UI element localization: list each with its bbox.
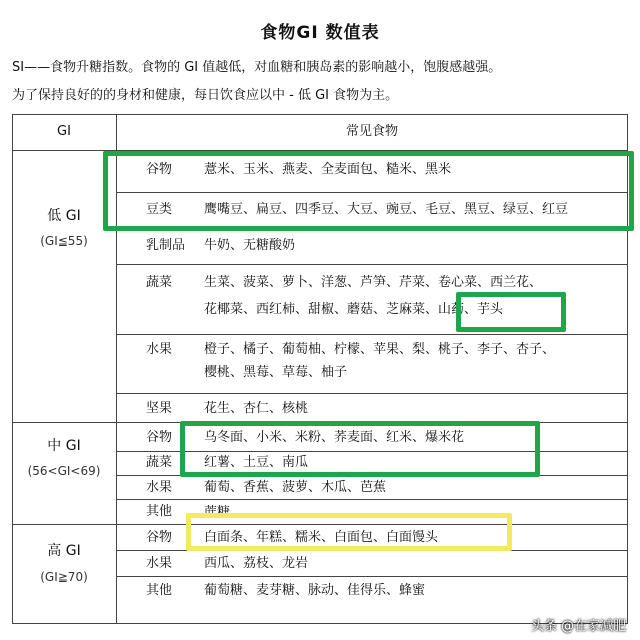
food-list: 红薯、土豆、南瓜 bbox=[204, 455, 309, 470]
category-label: 水果 bbox=[146, 342, 173, 357]
group-name-mid: 中 GI bbox=[47, 438, 81, 454]
category-label: 坚果 bbox=[146, 401, 173, 416]
food-list: 薏米、玉米、燕麦、全麦面包、糙米、黑米 bbox=[204, 162, 452, 177]
food-list: 西瓜、荔枝、龙岩 bbox=[204, 556, 309, 571]
intro-line-2: 为了保持良好的的身材和健康，每日饮食应以中 - 低 GI 食物为主。 bbox=[12, 88, 399, 103]
highlight-high-gi-grains bbox=[186, 513, 512, 551]
page-title: 食物GI 数值表 bbox=[260, 23, 380, 43]
row-divider bbox=[116, 393, 628, 394]
category-label: 蔬菜 bbox=[146, 455, 173, 470]
food-list: 花椰菜、西红柿、甜椒、蘑菇、芝麻菜、山药、芋头 bbox=[204, 302, 504, 317]
highlight-mid-gi-grains-vegetables bbox=[180, 421, 540, 477]
header-gi: GI bbox=[57, 124, 71, 139]
highlight-yam-taro bbox=[456, 292, 566, 332]
group-name-low: 低 GI bbox=[47, 208, 81, 224]
food-list: 花生、杏仁、核桃 bbox=[204, 401, 309, 416]
food-list: 牛奶、无糖酸奶 bbox=[204, 238, 296, 253]
food-list: 樱桃、黑莓、草莓、柚子 bbox=[204, 365, 348, 380]
row-divider bbox=[116, 499, 628, 500]
group-range-mid: (56<GI<69) bbox=[27, 464, 101, 478]
category-label: 其他 bbox=[146, 504, 173, 519]
watermark: 头条 @在家减肥 bbox=[530, 619, 626, 634]
food-list: 乌冬面、小米、米粉、荞麦面、红米、爆米花 bbox=[204, 430, 465, 445]
category-label: 谷物 bbox=[146, 430, 173, 445]
row-divider bbox=[116, 576, 628, 577]
group-range-low: (GI≦55) bbox=[40, 234, 88, 248]
category-label: 水果 bbox=[146, 480, 173, 495]
food-list: 蔗糖 bbox=[204, 505, 231, 519]
category-label: 豆类 bbox=[146, 202, 173, 217]
header-foods: 常见食物 bbox=[345, 124, 398, 139]
food-list: 橙子、橘子、葡萄柚、柠檬、苹果、梨、桃子、李子、杏子、 bbox=[204, 342, 556, 357]
row-divider bbox=[116, 334, 628, 335]
food-list: 葡萄糖、麦芽糖、脉动、佳得乐、蜂蜜 bbox=[204, 583, 426, 598]
food-list: 葡萄、香蕉、菠萝、木瓜、芭蕉 bbox=[204, 480, 387, 495]
food-list: 生菜、菠菜、萝卜、洋葱、芦笋、芹菜、卷心菜、西兰花、 bbox=[204, 275, 543, 290]
category-label: 谷物 bbox=[146, 162, 173, 177]
highlight-low-gi-grains-legumes bbox=[103, 151, 634, 231]
category-label: 其他 bbox=[146, 583, 173, 598]
category-label: 水果 bbox=[146, 556, 173, 571]
food-list: 鹰嘴豆、扁豆、四季豆、大豆、豌豆、毛豆、黑豆、绿豆、红豆 bbox=[204, 202, 569, 217]
group-name-high: 高 GI bbox=[47, 543, 81, 559]
group-range-high: (GI≧70) bbox=[40, 570, 88, 584]
food-list: 白面条、年糕、糯米、白面包、白面馒头 bbox=[204, 530, 439, 545]
category-label: 谷物 bbox=[146, 530, 173, 545]
row-divider bbox=[116, 264, 628, 265]
intro-line-1: SI——食物升糖指数。食物的 GI 值越低，对血糖和胰岛素的影响越小，饱腹感越强。 bbox=[12, 60, 502, 75]
category-label: 蔬菜 bbox=[146, 275, 173, 290]
category-label: 乳制品 bbox=[146, 238, 186, 253]
